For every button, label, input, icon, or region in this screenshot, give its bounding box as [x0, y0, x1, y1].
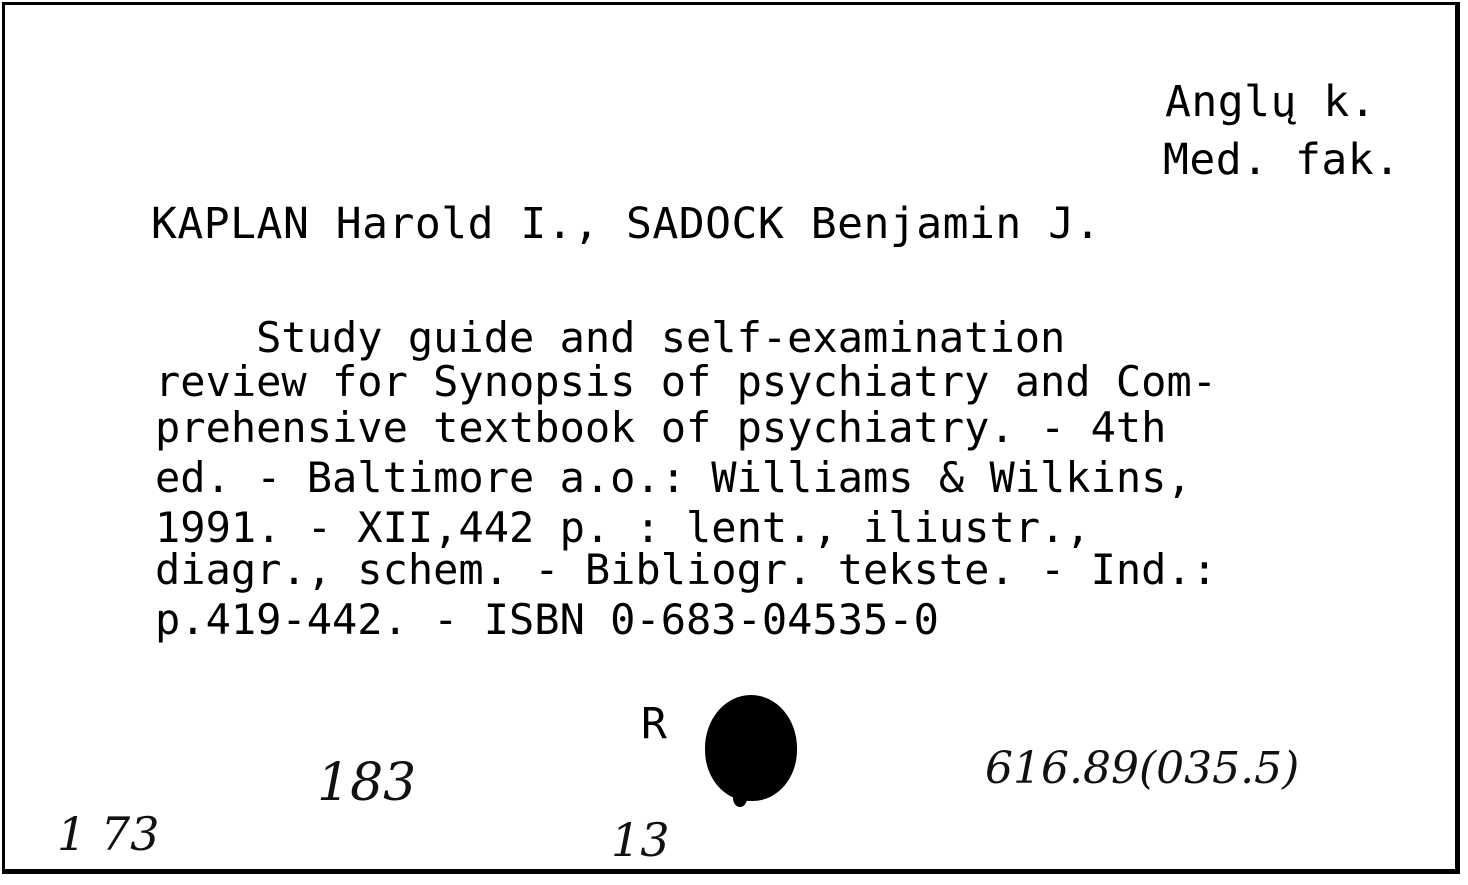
handwritten-bottom-mark: 13 — [611, 813, 670, 867]
handwritten-count: 183 — [317, 753, 417, 813]
black-dot-tail — [733, 789, 747, 807]
description-line: ed. - Baltimore a.o.: Williams & Wilkins, — [155, 453, 1192, 502]
description-line: Study guide and self-examination — [155, 313, 1066, 362]
description-line: prehensive textbook of psychiatry. - 4th — [155, 403, 1167, 452]
handwritten-classification: 616.89(035.5) — [985, 743, 1300, 794]
description-line: p.419-442. - ISBN 0-683-04535-0 — [155, 595, 939, 644]
handwritten-left-mark: 1 73 — [57, 807, 160, 861]
location-line-2: Med. fak. — [1163, 135, 1401, 185]
black-dot-mark — [705, 695, 797, 801]
mark-r: R — [641, 699, 668, 749]
catalog-card — [2, 2, 1460, 874]
description-line: review for Synopsis of psychiatry and Com- — [155, 357, 1218, 406]
description-line: diagr., schem. - Bibliogr. tekste. - Ind.: — [155, 545, 1218, 594]
location-line-1: Anglų k. — [1165, 77, 1377, 127]
authors: KAPLAN Harold I., SADOCK Benjamin J. — [151, 199, 1101, 249]
description-line: 1991. - XII,442 p. : lent., iliustr., — [155, 503, 1091, 552]
